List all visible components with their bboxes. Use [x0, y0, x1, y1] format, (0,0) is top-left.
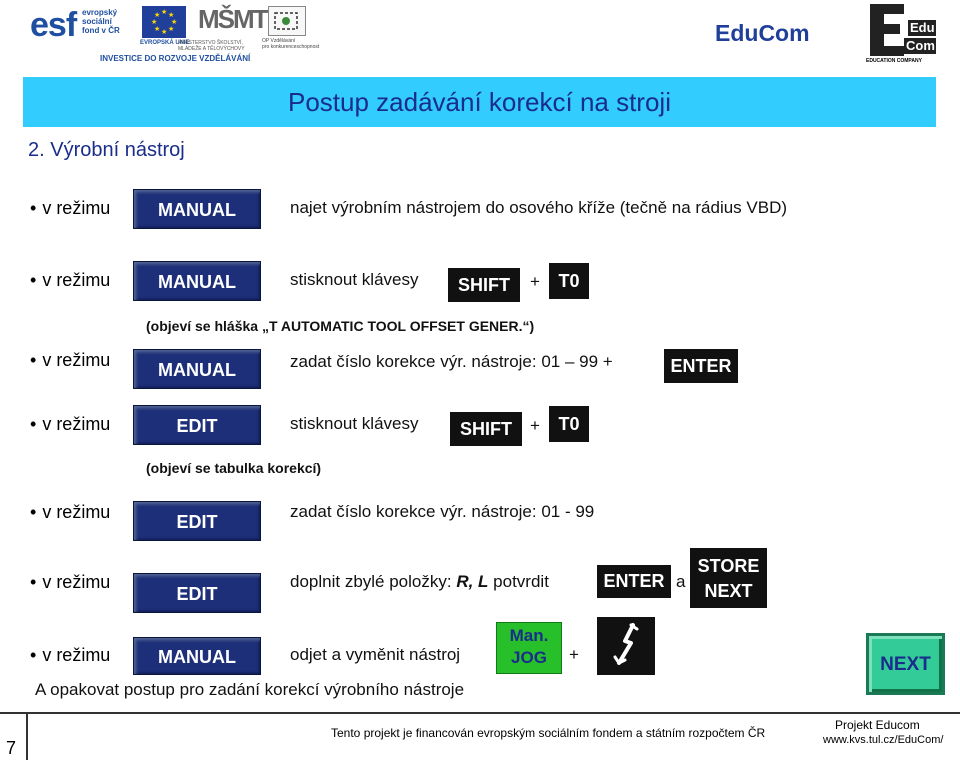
row4-bullet: • v režimu	[30, 414, 110, 435]
note-offset-message: (objeví se hláška „T AUTOMATIC TOOL OFFSET GENER.“)	[146, 318, 535, 334]
page-number: 7	[6, 738, 17, 758]
manual-mode-button[interactable]: MANUAL	[133, 637, 261, 675]
row3-bullet: • v režimu	[30, 350, 110, 371]
enter-key[interactable]: ENTER	[597, 565, 671, 598]
plus-sign: +	[530, 272, 540, 291]
shift-key[interactable]: SHIFT	[448, 268, 520, 302]
eu-flag-icon: ★ ★ ★ ★ ★ ★ ★ ★	[142, 6, 186, 38]
esf-logo: esf	[30, 6, 77, 44]
plus-sign: +	[530, 416, 540, 435]
row5-text: zadat číslo korekce výr. nástroje: 01 - 99	[290, 502, 595, 521]
msmt-logo: MŠMT	[198, 4, 267, 34]
footer-project: Projekt Educom	[835, 718, 920, 732]
manual-mode-button[interactable]: MANUAL	[133, 189, 261, 229]
footer-funding-text: Tento projekt je financován evropským sociálním fondem a státním rozpočtem ČR	[331, 726, 766, 740]
page-title: Postup zadávání korekcí na stroji	[288, 87, 671, 117]
row6-text: doplnit zbylé položky: R, L potvrdit	[290, 572, 549, 591]
investice-label: INVESTICE DO ROZVOJE VZDĚLÁVÁNÍ	[100, 54, 251, 63]
educom-subtitle: EDUCATION COMPANY	[866, 58, 922, 64]
t0-key[interactable]: T0	[549, 406, 589, 442]
op-logo	[268, 6, 306, 36]
row1-bullet: • v režimu	[30, 198, 110, 219]
row3-text: zadat číslo korekce výr. nástroje: 01 – 99 +	[290, 352, 613, 371]
row7-text: odjet a vyměnit nástroj	[290, 645, 461, 664]
op-subtitle: OP Vzdělávání pro konkurenceschopnost	[262, 38, 320, 50]
footer-url[interactable]: www.kvs.tul.cz/EduCom/	[823, 734, 944, 746]
edit-mode-button[interactable]: EDIT	[133, 501, 261, 541]
msmt-subtitle: MINISTERSTVO ŠKOLSTVÍ, MLÁDEŽE A TĚLOVÝCHOVY	[178, 40, 245, 52]
eu-label: EVROPSKÁ UNIE	[140, 40, 190, 46]
next-button[interactable]: NEXT	[866, 633, 945, 695]
manual-mode-button[interactable]: MANUAL	[133, 349, 261, 389]
row6-bullet: • v režimu	[30, 572, 110, 593]
tool-change-key[interactable]	[597, 617, 655, 675]
t0-key[interactable]: T0	[549, 263, 589, 299]
row4-text: stisknout klávesy	[290, 414, 419, 433]
shift-key[interactable]: SHIFT	[450, 412, 522, 446]
row2-bullet: • v režimu	[30, 270, 110, 291]
row1-text: najet výrobním nástrojem do osového kříže (tečně na rádius VBD)	[290, 198, 788, 217]
esf-subtitle: evropský sociální fond v ČR	[82, 8, 120, 35]
note-correction-table: (objeví se tabulka korekcí)	[146, 460, 322, 476]
store-next-key[interactable]: STORE NEXT	[690, 548, 767, 608]
op-logo-icon	[269, 7, 305, 35]
row2-text: stisknout klávesy	[290, 270, 419, 289]
and-text: a	[676, 572, 686, 591]
educom-logo: Edu Com	[868, 2, 938, 66]
footer-divider	[0, 712, 960, 714]
enter-key[interactable]: ENTER	[664, 349, 738, 383]
educom-title: EduCom	[715, 20, 810, 46]
plus-sign: +	[569, 645, 579, 664]
section-heading: 2. Výrobní nástroj	[28, 139, 185, 161]
title-band	[23, 77, 936, 127]
repeat-instruction: A opakovat postup pro zadání korekcí výrobního nástroje	[35, 680, 465, 699]
tool-change-icon	[597, 617, 655, 675]
manual-mode-button[interactable]: MANUAL	[133, 261, 261, 301]
man-jog-key[interactable]: Man. JOG	[496, 622, 562, 674]
row5-bullet: • v režimu	[30, 502, 110, 523]
edit-mode-button[interactable]: EDIT	[133, 573, 261, 613]
edit-mode-button[interactable]: EDIT	[133, 405, 261, 445]
row7-bullet: • v režimu	[30, 645, 110, 666]
logo-strip	[30, 4, 330, 66]
